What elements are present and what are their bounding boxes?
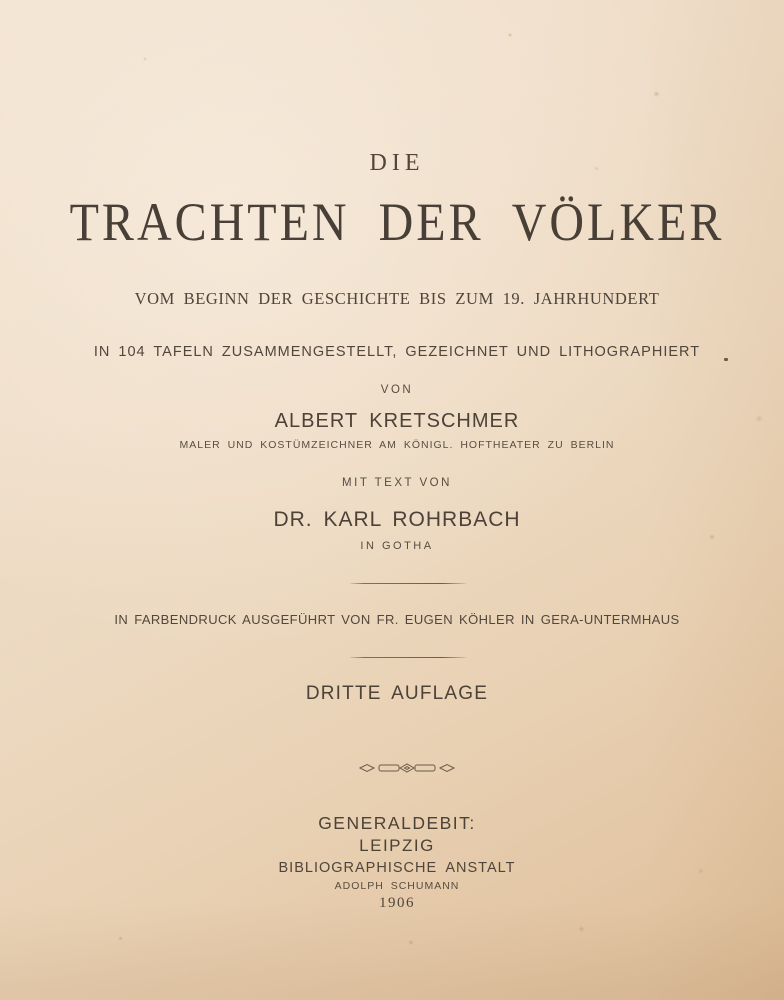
- book-title: TRACHTEN DER VÖLKER: [69, 192, 725, 253]
- ornamental-divider: [292, 760, 522, 776]
- imprint-publisher: BIBLIOGRAPHISCHE ANSTALT: [278, 860, 516, 876]
- imprint-proprietor: ADOLPH SCHUMANN: [334, 880, 460, 892]
- text-author-place: IN GOTHA: [360, 540, 434, 552]
- title-page-content: [10, 0, 784, 1000]
- ornament-graphic: [292, 760, 522, 776]
- printing-note: IN FARBENDRUCK AUSGEFÜHRT VON FR. EUGEN KÖHLER IN GERA-UNTERMHAUS: [114, 612, 680, 627]
- divider-rule-bottom: [350, 657, 466, 658]
- artist-role: MALER UND KOSTÜMZEICHNER AM KÖNIGL. HOFTHEATER ZU BERLIN: [179, 439, 615, 451]
- subtitle-contents-note: IN 104 TAFELN ZUSAMMENGESTELLT, GEZEICHNET UND LITHOGRAPHIERT: [93, 344, 701, 360]
- imprint-city: LEIPZIG: [359, 836, 435, 855]
- imprint-year: 1906: [379, 895, 415, 911]
- artist-name: ALBERT KRETSCHMER: [274, 410, 520, 432]
- byline-von: VON: [380, 384, 414, 396]
- text-byline: MIT TEXT VON: [342, 477, 452, 489]
- divider-rule-top: [350, 583, 466, 584]
- subtitle-scope: VOM BEGINN DER GESCHICHTE BIS ZUM 19. JAHRHUNDERT: [134, 289, 660, 308]
- series-word: DIE: [369, 150, 425, 176]
- imprint-label: GENERALDEBIT:: [318, 813, 476, 833]
- text-author-name: DR. KARL ROHRBACH: [273, 508, 521, 531]
- edition-statement: DRITTE AUFLAGE: [305, 683, 489, 704]
